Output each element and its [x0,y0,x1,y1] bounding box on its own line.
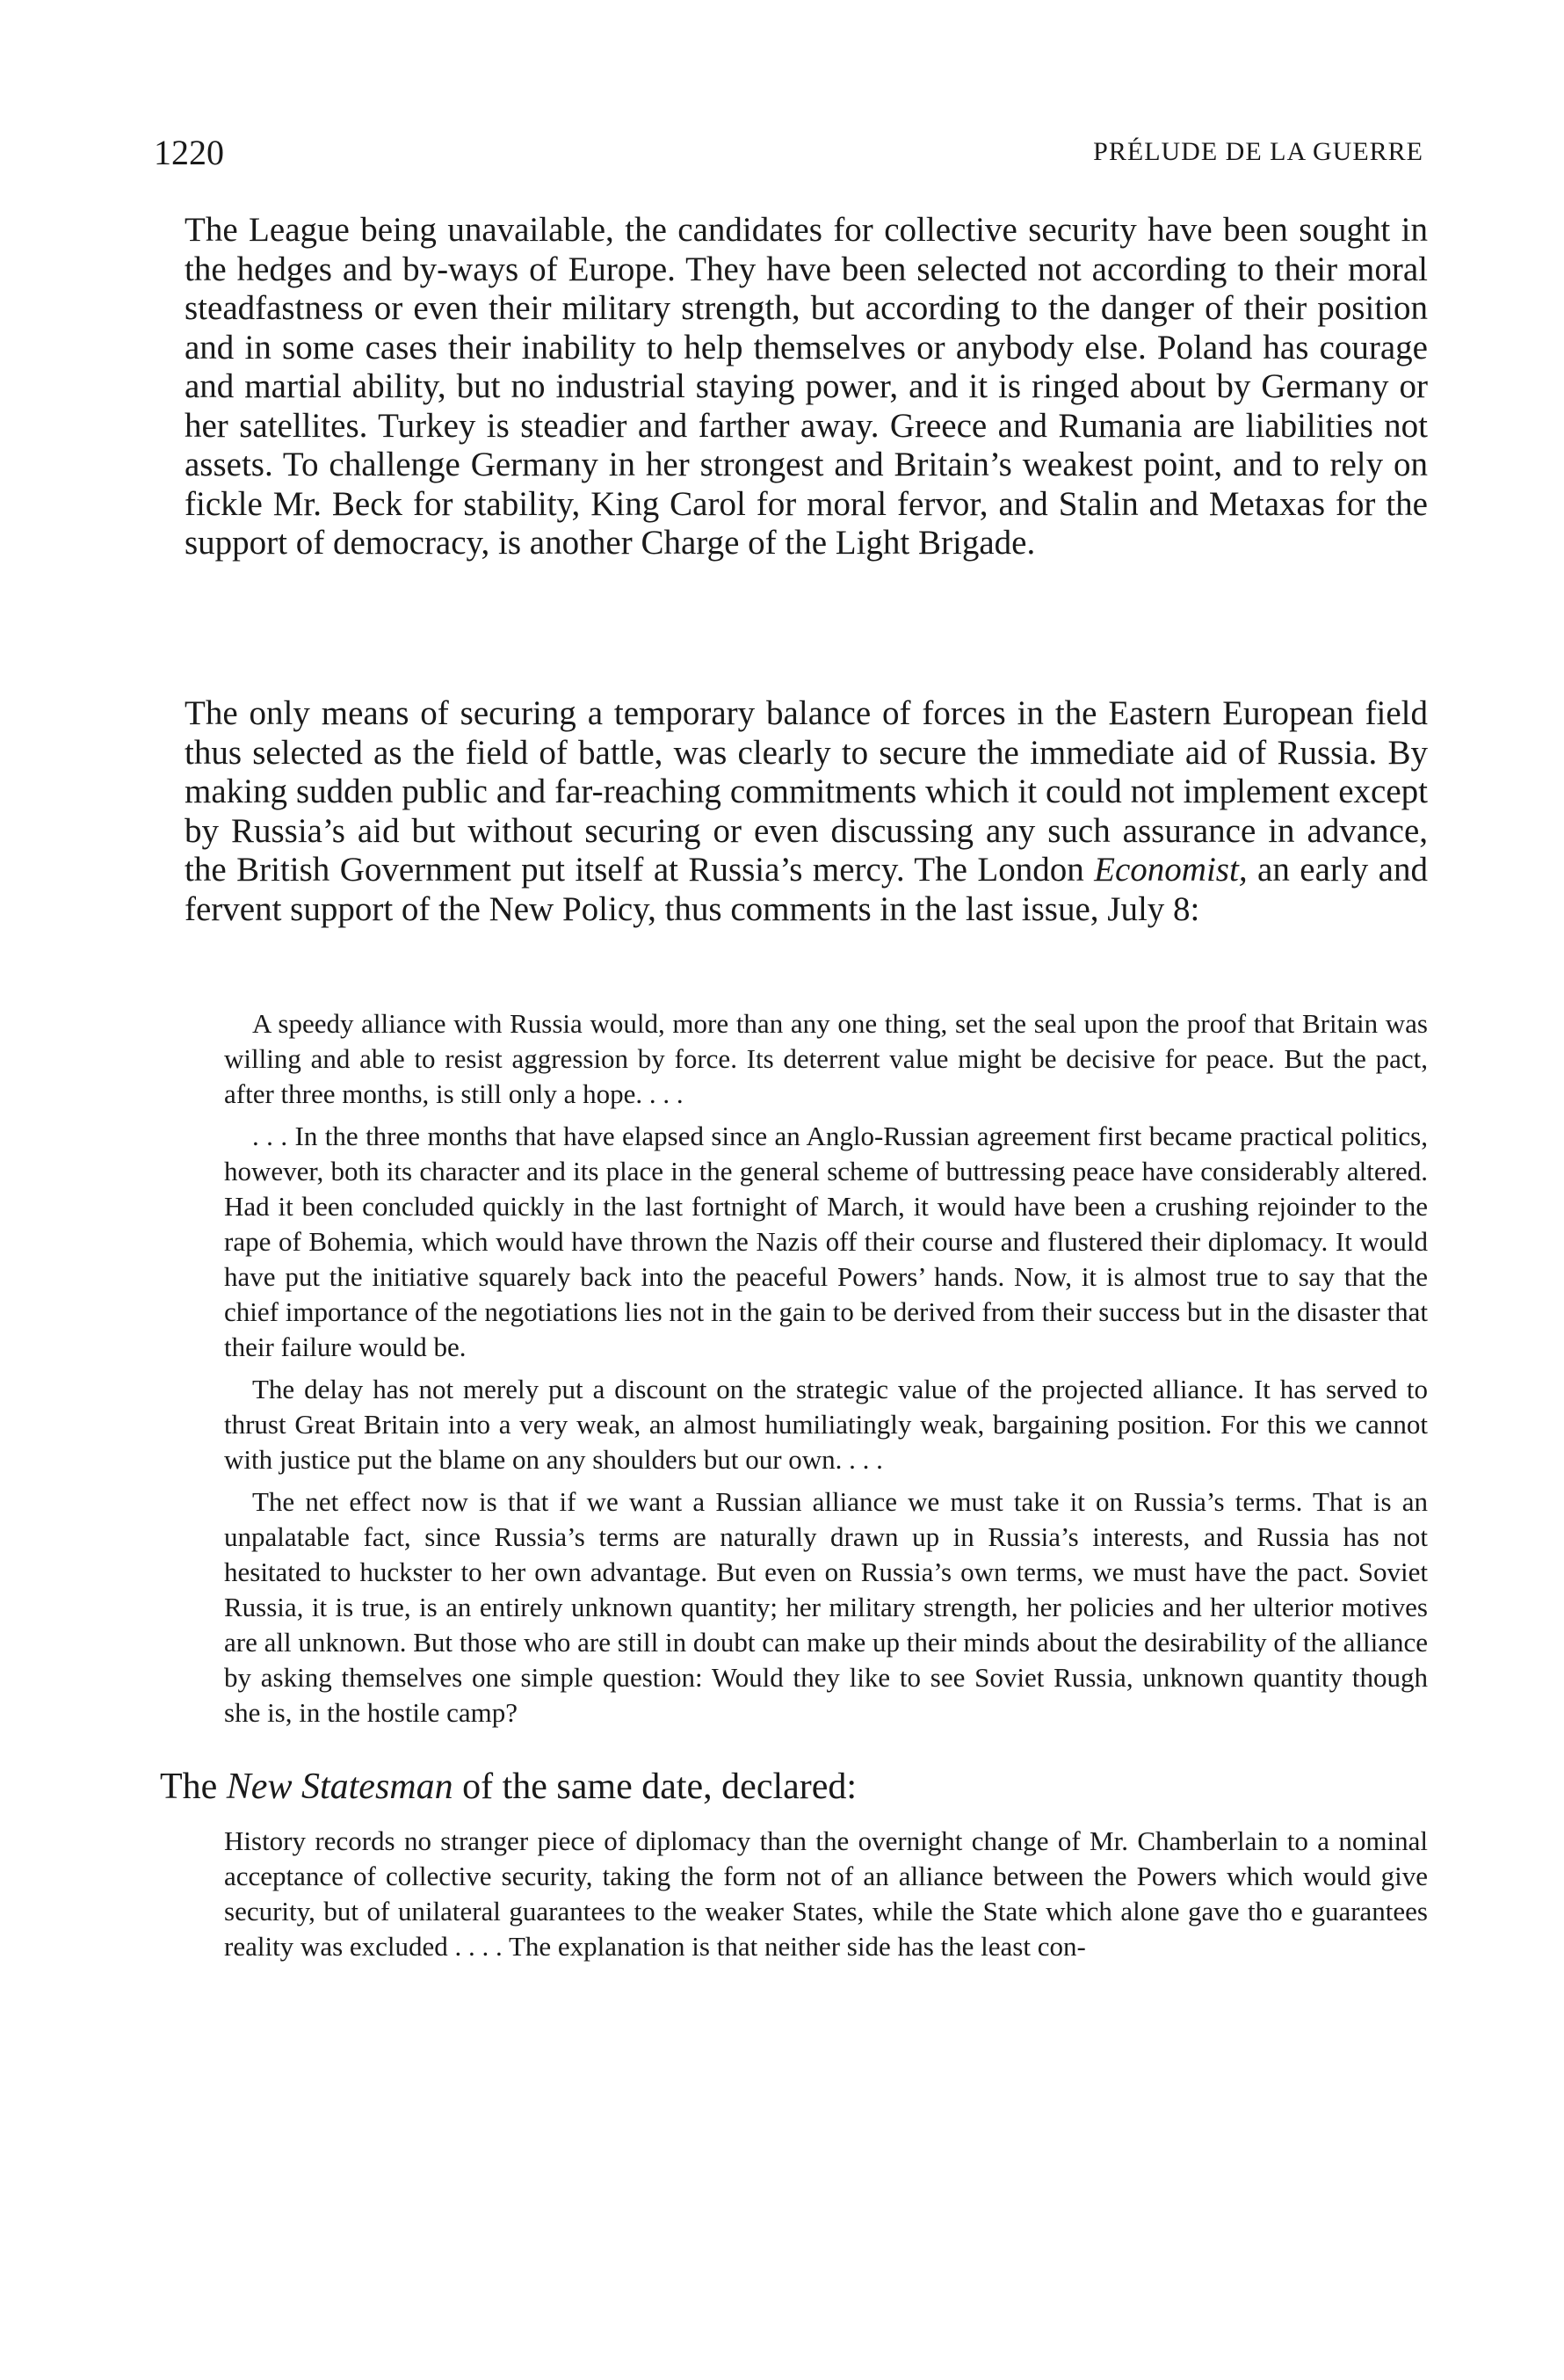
body-paragraph-2 [185,694,1428,929]
quote-paragraph: . . . In the three months that have elapsed since an Anglo-Russian agreement first became practical politics, however, both its character and its place in the general scheme of buttressing peace have considerably altered. Had it been concluded quickly in the last fortnight of March, it would have been a crushing rejoinder to the rape of Bohemia, which would have thrown the Nazis off their course and flustered their diplomacy. It would have put the initiative squarely back into the peaceful Powers’ hands. Now, it is almost true to say that the chief importance of the negotiations lies not in the gain to be derived from their success but in the disaster that their failure would be. [224,1121,1428,1362]
running-head [154,132,1423,176]
quote-paragraph: The delay has not merely put a discount on the strategic value of the projected alliance. It has served to thrust Great Britain into a very weak, an almost humiliatingly weak, bargaining position. For this we cannot with justice put the blame on any shoulders but our own. . . . [224,1374,1428,1475]
page-number: 1220 [154,133,224,172]
paragraph-2-text-after: an early and fervent support of the New Policy, thus comments in the last issue, July 8: [185,851,1428,928]
body-paragraph-3 [160,1767,1425,1807]
body-paragraph-1: The League being unavailable, the candidates for collective security have been sought in the hedges and by-ways of Europe. They have been selected not according to their moral steadfastness or even their military strength, but according to the danger of their position and in some cases their inability to help themselves or anybody else. Poland has courage and martial ability, but no industrial staying power, and it is ringed about by Germany or her satellites. Turkey is steadier and farther away. Greece and Rumania are liabilities not assets. To challenge Germany in her strongest and Britain’s weakest point, and to rely on fickle Mr. Beck for stability, King Carol for moral fervor, and Stalin and Metaxas for the support of democracy, is another Charge of the Light Brigade. [185,211,1428,562]
paragraph-2-text-before: The only means of securing a temporary balance of forces in the Eastern European field thus selected as the field of battle, was clearly to secure the immediate aid of Russia. By making sudden public and far-reaching commitments which it could not implement except by Russia’s aid but without securing or even discussing any such assurance in advance, the British Government put itself at Russia’s mercy. The London [185,694,1428,889]
quote-paragraph: A speedy alliance with Russia would, more than any one thing, set the seal upon the proof that Britain was willing and able to resist aggression by force. Its deterrent value might be decisive for peace. But the pact, after three months, is still only a hope. . . . [224,1008,1428,1109]
quote-paragraph: History records no stranger piece of diplomacy than the overnight change of Mr. Chamberlain to a nominal acceptance of collective security, taking the form not of an alliance between the Powers which would give security, but of unilateral guarantees to the weaker States, while the State which alone gave tho e guarantees reality was excluded . . . . The explanation is that neither side has the least con- [224,1825,1428,1962]
paragraph-3-text-after: of the same date, declared: [453,1767,858,1807]
running-title: PRÉLUDE DE LA GUERRE [1093,137,1423,166]
quote-paragraph: The net effect now is that if we want a Russian alliance we must take it on Russia’s terms. That is an unpalatable fact, since Russia’s terms are naturally drawn up in Russia’s interests, and Russia has not hesitated to huckster to her own advantage. But even on Russia’s own terms, we must have the pact. Soviet Russia, it is true, is an entirely unknown quantity; her military strength, her policies and her ulterior motives are all unknown. But those who are still in doubt can make up their minds about the desirability of the alliance by asking themselves one simple question: Would they like to see Soviet Russia, unknown quantity though she is, in the hostile camp? [224,1486,1428,1728]
new-statesman-quotation [224,1824,1428,1964]
publication-title-economist: Economist, [1094,851,1248,889]
economist-quotation [224,1006,1428,1738]
paragraph-3-text-before: The [160,1767,227,1807]
publication-title-new-statesman: New Statesman [226,1767,453,1807]
